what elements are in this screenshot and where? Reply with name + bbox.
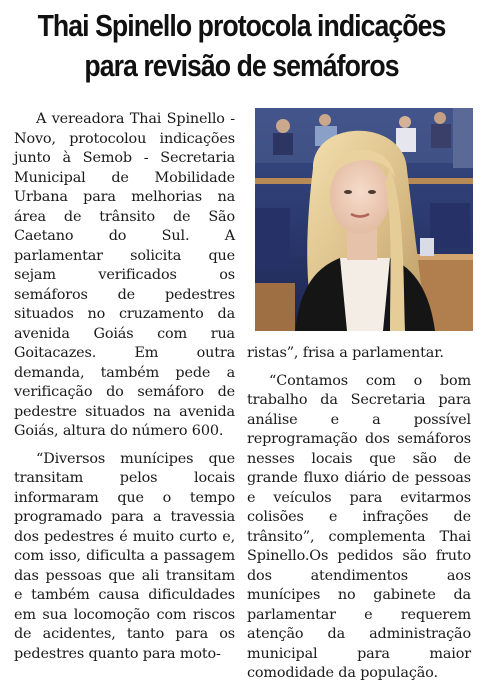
paragraph-quote-1: “Diversos munícipes que transitam pelos locais informaram que o tempo programado para a travessia dos pedestres é muito curto e, com isso, dificulta a passagem das pessoas que ali transitam e também causa dificuldades em sua locomoção com riscos de acidentes, tanto para os pedestres quanto para moto- (14, 450, 235, 662)
paragraph-intro: A vereadora Thai Spinello - Novo, protocolou indicações junto à Semob - Secretaria Municipal de Mobilidade Urbana para melhorias na área de trânsito de São Caetano do Sul. A parlamentar solicita que sejam verificados os semáforos de pedestres situados no cruzamento da avenida Goiás com rua Goitacazes. Em outra demanda, também pede a verificação do semáforo de pedestre situados na avenida Goiás, altura do número 600. (14, 111, 235, 439)
headline (34, 6, 449, 86)
article-right-column (247, 344, 471, 684)
paragraph-quote-1-continued: ristas”, frisa a parlamentar. (247, 345, 444, 361)
paragraph-quote-2: “Contamos com o bom trabalho da Secretaria para análise e a possível reprogramação dos semáforos nesses locais que são de grande fluxo diário de pessoas e veículos para evitarmos colisões e infrações de trânsito”, complementa Thai Spinello.Os pedidos são fruto dos atendimentos aos munícipes no gabinete da parlamentar e requerem atenção da administração municipal para maior comodidade da população. (247, 372, 471, 681)
article-left-column (14, 110, 235, 664)
headline-line-2: para revisão de semáforos (84, 48, 399, 83)
headline-line-1: Thai Spinello protocola indicações (37, 8, 446, 43)
article-photo (255, 108, 473, 331)
